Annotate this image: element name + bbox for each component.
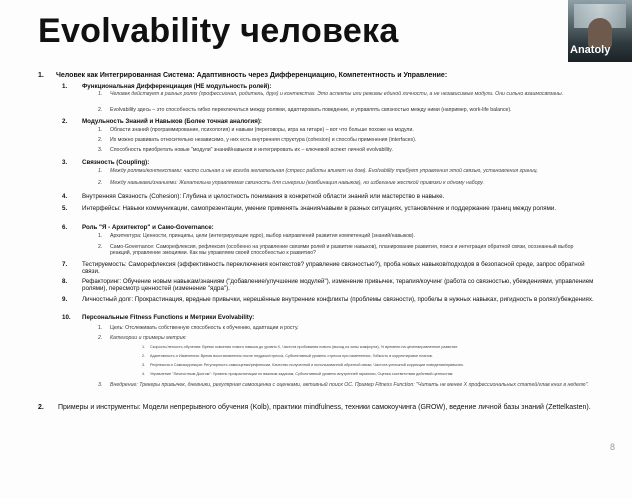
list-item-text: Области знаний (программирование, психология) и навыки (переговоры, игра на гитаре) – вот что больше похоже на модули. (110, 127, 414, 133)
list-item-text: Управление "Личностным Долгом": Уровень прокрастинации по важным задачам, Субъективный уровень внутренней гармонии, Оценка соответствия действий ценностям. (150, 372, 454, 376)
list-item (62, 159, 602, 166)
list-item (98, 233, 590, 239)
list-item-number: 2. (142, 354, 146, 358)
list-item-number: 2. (62, 118, 68, 125)
list-item-text: Персональные Fitness Functions и Метрики Evolvability: (82, 314, 255, 321)
list-item-number: 1. (38, 72, 44, 79)
list-item-number: 1. (98, 325, 103, 331)
list-item-number: 3. (98, 147, 103, 153)
list-item-text: Категории и примеры метрик: (110, 335, 187, 341)
list-item (98, 168, 590, 174)
list-item (98, 325, 590, 331)
list-item-number: 2. (98, 137, 103, 143)
list-item (98, 382, 590, 388)
list-item (62, 314, 602, 321)
presenter-video (568, 0, 632, 62)
list-item (98, 127, 590, 133)
list-item (98, 335, 590, 341)
list-item (98, 180, 590, 186)
list-item-text: Тестируемость: Саморефлексия (эффективность переключения контекстов? управление связностью?), проба новых навыков/подходов в безопасной среде, запрос обратной связи. (82, 261, 585, 276)
list-item (98, 244, 590, 257)
list-item-text: Между ролями/контекстами: часто сильная и не всегда желательная (стресс работы влияет на дом). Evolvability требует управления этой связью, установления границ. (110, 168, 539, 174)
list-item-number: 1. (62, 83, 68, 90)
list-item-text: Evolvability здесь – это способность гибко переключаться между ролями, адаптировать поведение, и управлять связностью между ними (например, work-life balance). (110, 107, 512, 113)
list-item (62, 205, 602, 212)
list-item-number: 2. (38, 404, 44, 411)
list-item-text: Цель: Отслеживать собственную способность к обучению, адаптации и росту. (110, 325, 299, 331)
list-item (142, 354, 590, 359)
list-item (62, 193, 602, 200)
list-item-text: Внедрение: Трекеры привычек, дневники, регулярная самооценка с оценками, активный поиск ОС. Пример Fitness Function: "Читать не менее X профессиональных статей/глав книг в неделю". (110, 382, 589, 388)
list-item-text: Между навыками/знаниями: Желательна управляемая связность для синергии (комбинация навыков), но избегание жесткой привязки к одному набору. (110, 180, 484, 186)
list-item (142, 345, 590, 350)
list-item-text: Личностный долг: Прокрастинация, вредные привычки, нерешённые внутренние конфликты (проблемы связности), пробелы в нужных навыках, ригидность в ролях/убеждениях. (82, 296, 594, 303)
list-item-text: Интерфейсы: Навыки коммуникации, самопрезентации, умение применять знания/навыки в разных ситуациях, установление и поддержание границ между ролями. (82, 205, 557, 212)
list-item-text: Само-Governance: Саморефлексия, рефлексия (особенно на управление связями ролей и развитие навыков), планирование развития, поиск и интеграция обратной связи, осознанный выбор реакций, управление эмоциями. Как мы управляем своей способностью к развитию? (110, 244, 574, 257)
list-item-number: 1. (98, 91, 103, 97)
list-item (62, 224, 602, 231)
list-item (142, 372, 590, 377)
list-item (62, 118, 602, 125)
list-item-text: Внутренняя Связность (Cohesion): Глубина и целостность понимания в конкретной области знаний или мастерство в навыке. (82, 193, 445, 200)
list-item-number: 3. (142, 363, 146, 367)
list-item-number: 2. (98, 244, 103, 250)
list-item-number: 1. (98, 127, 103, 133)
list-item-text: Адаптивность и Изменения: Время восстановления после неудачи/стресса, Субъективный уровень стресса при изменениях, Гибкость в корректировке планов. (150, 354, 433, 358)
list-item-text: Модульность Знаний и Навыков (Более точная аналогия): (82, 118, 262, 125)
list-item-number: 2. (98, 107, 103, 113)
list-item-number: 7. (62, 261, 68, 268)
list-item (38, 72, 447, 79)
list-item (142, 363, 590, 368)
list-item-number: 3. (98, 382, 103, 388)
list-item-text: Функциональная Дифференциация (НЕ модульность ролей): (82, 83, 272, 90)
presenter-name: Anatoly (570, 44, 611, 56)
list-item (98, 137, 590, 143)
list-item-number: 3. (62, 159, 68, 166)
list-item-number: 4. (142, 372, 146, 376)
list-item-text: Человек как Интегрированная Система: Адаптивность через Дифференциацию, Компетентность и Управление: (56, 72, 448, 79)
list-item-number: 2. (98, 180, 103, 186)
list-item (98, 147, 590, 153)
list-item-number: 4. (62, 193, 68, 200)
list-item-number: 1. (142, 345, 146, 349)
list-item-text: Архитектура: Ценности, принципы, цели (интегрирующие ядро), выбор направлений развития компетенций (знаний/навыков). (110, 233, 415, 239)
list-item (62, 83, 602, 90)
list-item-text: Способность приобретать новые "модули" знаний/навыков и интегрировать их – ключевой аспект личной evolvability. (110, 147, 393, 153)
list-item-number: 1. (98, 168, 103, 174)
list-item (62, 261, 602, 276)
list-item-text: Связность (Coupling): (82, 159, 150, 166)
list-item-text: Рефлексия и Самокоррекция: Регулярность самооценки/рефлексии, Качество полученной и использованной обратной связи, Частота успешной коррекции поведения/привычек. (150, 363, 464, 367)
list-item-text: Примеры и инструменты: Модели непрерывного обучения (Kolb), практики mindfulness, техники самокоучинга (GROW), ведение личной базы знаний (Zettelkasten). (58, 404, 591, 411)
list-item-text: Их можно развивать относительно независимо, у них есть внутренняя структура (cohesion) и способы применения (interfaces). (110, 137, 417, 143)
list-item-number: 5. (62, 205, 68, 212)
list-item-text: Рефакторинг: Обучение новым навыкам/знаниям ("добавление/улучшение модулей"), изменение привычек, терапия/коучинг (работа со связностью, убеждениями, управлением ролями), пересмотр ценностей (изменение "ядра"). (82, 278, 594, 293)
list-item-text: Скорость/легкость обучения: Время освоения нового навыка до уровня X, Частота пробования нового (выход из зоны комфорта), % времени на целенаправленное развитие. (150, 345, 459, 349)
list-item (38, 404, 618, 413)
list-item (62, 296, 602, 303)
list-item (98, 107, 590, 113)
list-item-number: 6. (62, 224, 68, 231)
list-item-text: Роль "Я - Архитектор" и Само-Governance: (82, 224, 214, 231)
slide-title: Evolvability человека (38, 12, 399, 50)
list-item-number: 10. (62, 314, 71, 321)
list-item-text: Человек действует в разных ролях (профессионал, родитель, друг) и контекстах. Это аспекты или режимы единой личности, а не независимые модули. Они сильно взаимосвязаны. (110, 91, 564, 97)
list-item-number: 1. (98, 233, 103, 239)
page-number: 8 (610, 442, 616, 452)
list-item (62, 278, 602, 293)
list-item-number: 9. (62, 296, 68, 303)
list-item-number: 8. (62, 278, 68, 285)
list-item-number: 2. (98, 335, 103, 341)
list-item (98, 91, 590, 97)
